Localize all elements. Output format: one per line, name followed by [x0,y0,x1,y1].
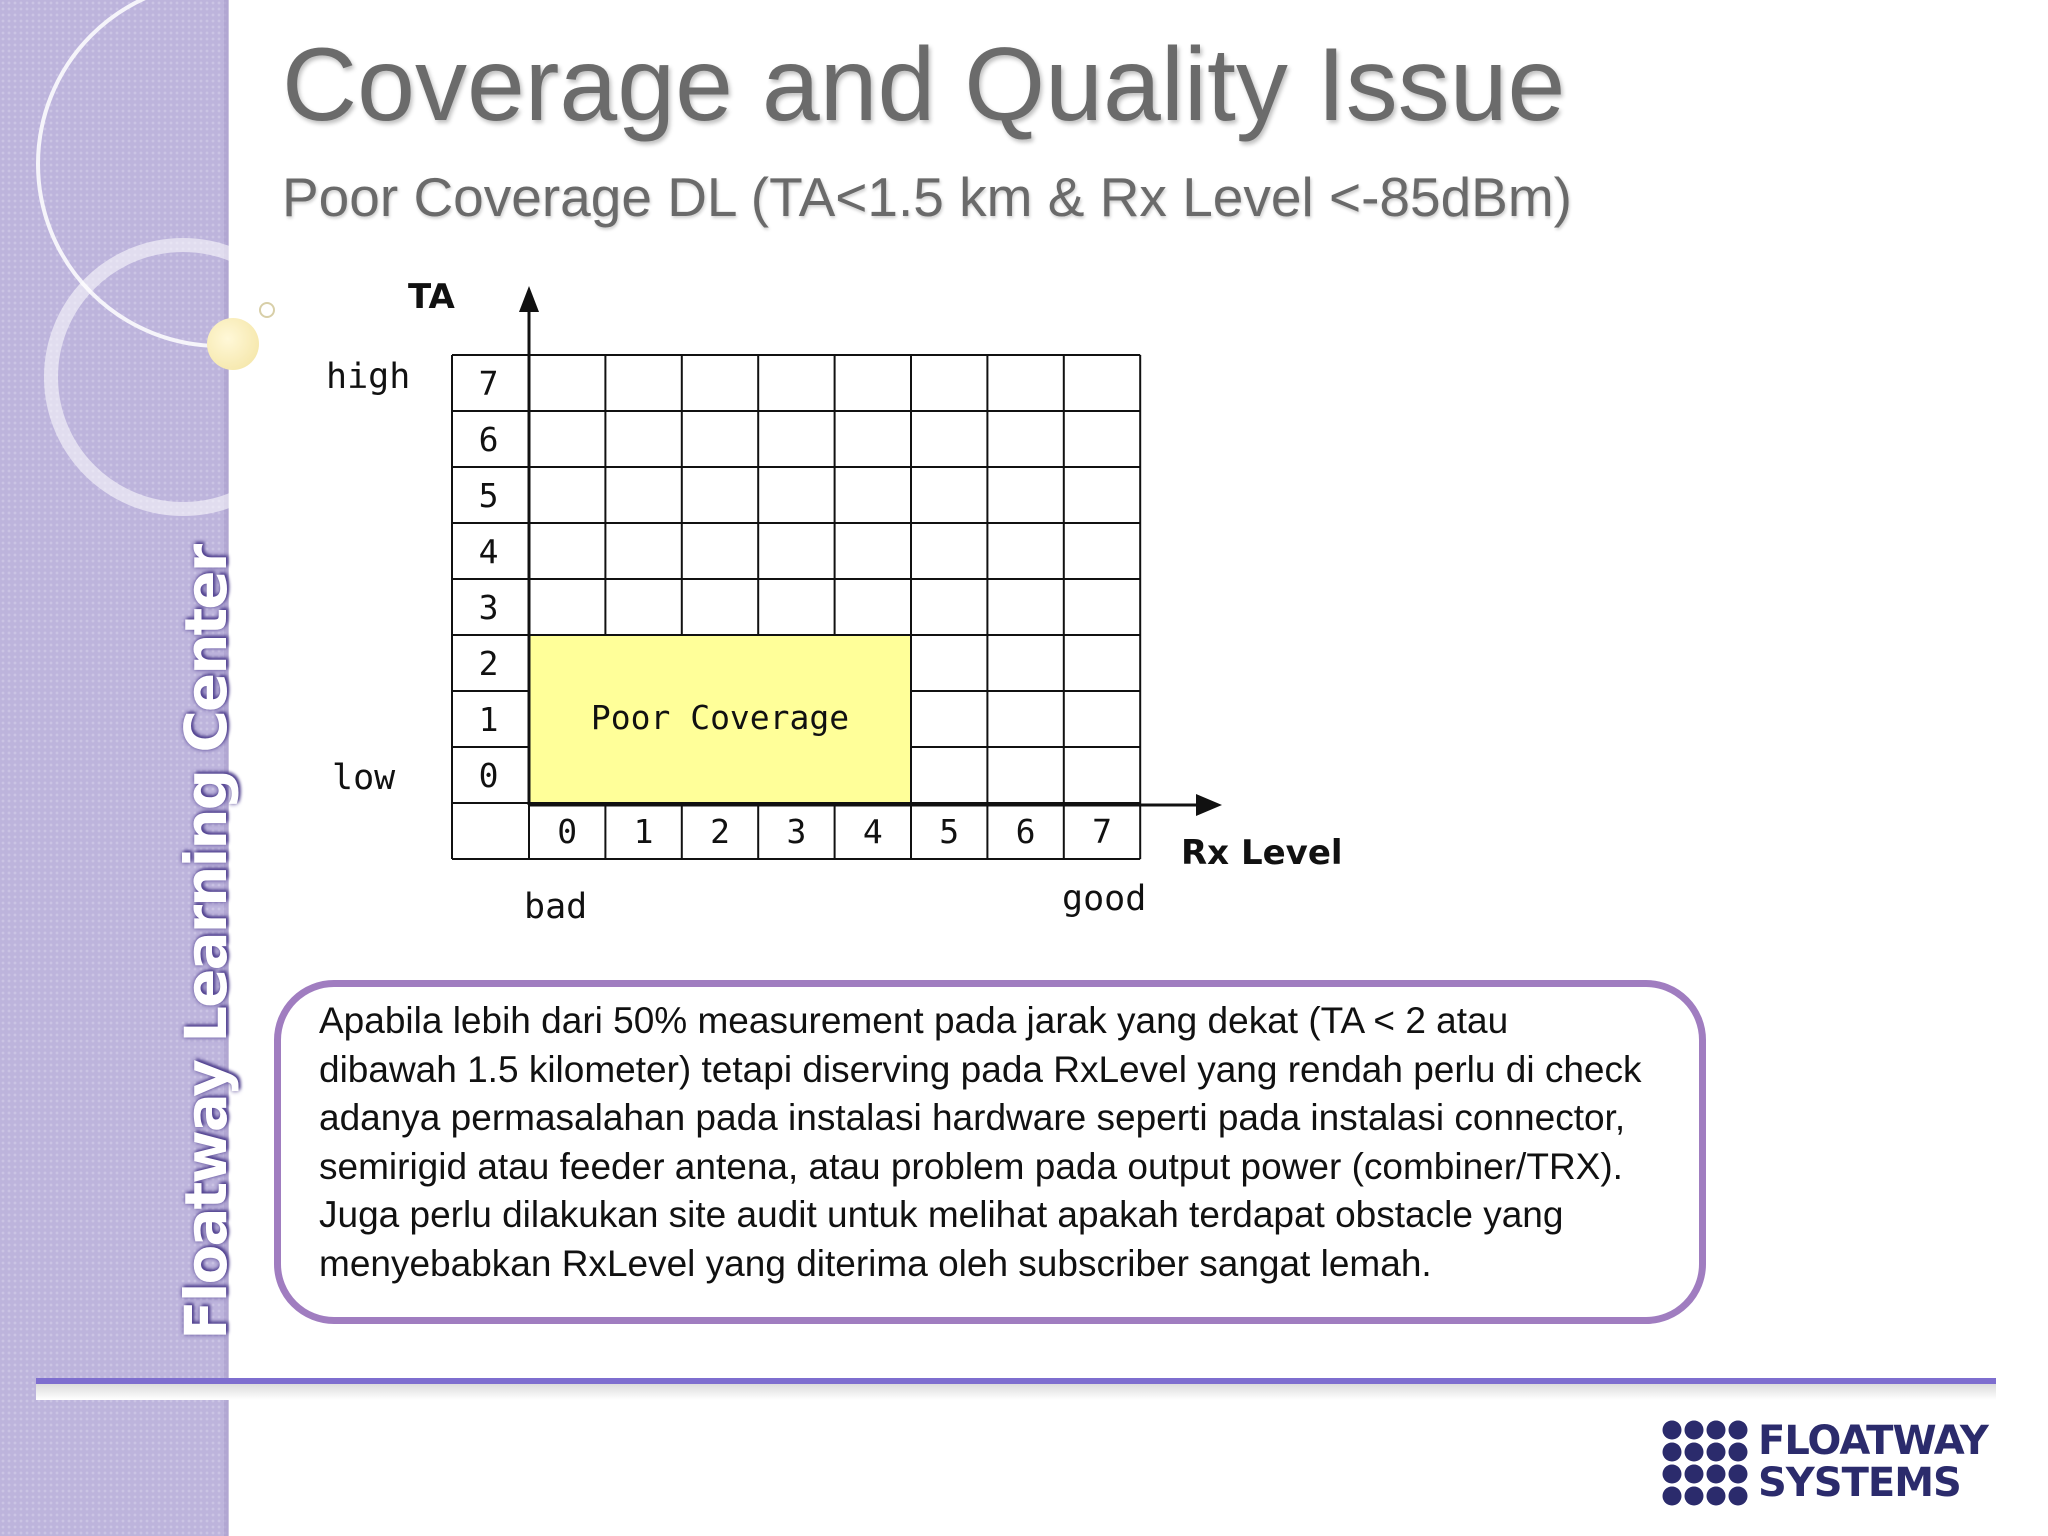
logo-line-1: FLOATWAY [1758,1418,1988,1464]
logo-dot [1707,1421,1726,1440]
logo-dot [1663,1421,1682,1440]
x-tick-label: 0 [557,812,578,851]
logo-dot [1729,1443,1748,1462]
y-tick-label: 0 [478,756,499,795]
x-good-label: good [1062,879,1147,919]
x-tick-label: 4 [862,812,883,851]
side-label: Floatway Learning Center [172,545,240,1340]
y-axis-arrow [519,286,539,312]
slide-subtitle: Poor Coverage DL (TA<1.5 km & Rx Level <-85dBm) [282,166,1572,228]
x-tick-label: 1 [633,812,654,851]
logo-dot [1663,1443,1682,1462]
note-box [274,980,1706,1324]
y-high-label: high [326,357,411,397]
x-axis-title: Rx Level [1181,833,1343,873]
y-tick-label: 7 [478,364,499,403]
floatway-logo [1658,1414,1998,1514]
footer-divider-shadow [36,1384,1996,1400]
logo-dot [1663,1487,1682,1506]
y-tick-label: 3 [478,588,499,627]
logo-dot [1685,1487,1704,1506]
x-tick-label: 5 [939,812,960,851]
logo-dot [1663,1465,1682,1484]
y-low-label: low [332,758,396,798]
y-tick-label: 2 [478,644,499,683]
logo-dot [1729,1421,1748,1440]
note-text: Apabila lebih dari 50% measurement pada jarak yang dekat (TA < 2 atau dibawah 1.5 kilometer) tetapi diserving pada RxLevel yang rendah perlu di check adanya permasalahan pada instalasi hardware seperti pada instalasi connector, semirigid atau feeder antena, atau problem pada output power (combiner/TRX). Juga perlu dilakukan site audit untuk melihat apakah terdapat obstacle yang menyebabkan RxLevel yang diterima oleh subscriber sangat lemah. [319,1000,1642,1284]
poor-coverage-label: Poor Coverage [590,698,850,737]
logo-dot [1685,1421,1704,1440]
logo-dot [1707,1443,1726,1462]
y-axis-title: TA [408,277,455,317]
y-tick-label: 1 [478,700,499,739]
logo-line-2: SYSTEMS [1758,1460,1961,1506]
logo-dot [1685,1443,1704,1462]
x-tick-label: 3 [786,812,807,851]
logo-dot [1685,1465,1704,1484]
x-tick-label: 6 [1015,812,1036,851]
x-tick-label: 7 [1092,812,1112,851]
slide-title: Coverage and Quality Issue [282,27,1566,143]
x-bad-label: bad [524,887,588,927]
logo-dot [1707,1487,1726,1506]
logo-dot [1707,1465,1726,1484]
x-tick-label: 2 [710,812,730,851]
logo-dot [1729,1487,1748,1506]
y-tick-label: 6 [478,420,499,459]
y-tick-label: 5 [478,476,499,515]
logo-dot [1729,1465,1748,1484]
logo-dots-icon [1658,1414,1754,1514]
x-axis-arrow [1196,794,1222,816]
y-tick-label: 4 [478,532,499,571]
